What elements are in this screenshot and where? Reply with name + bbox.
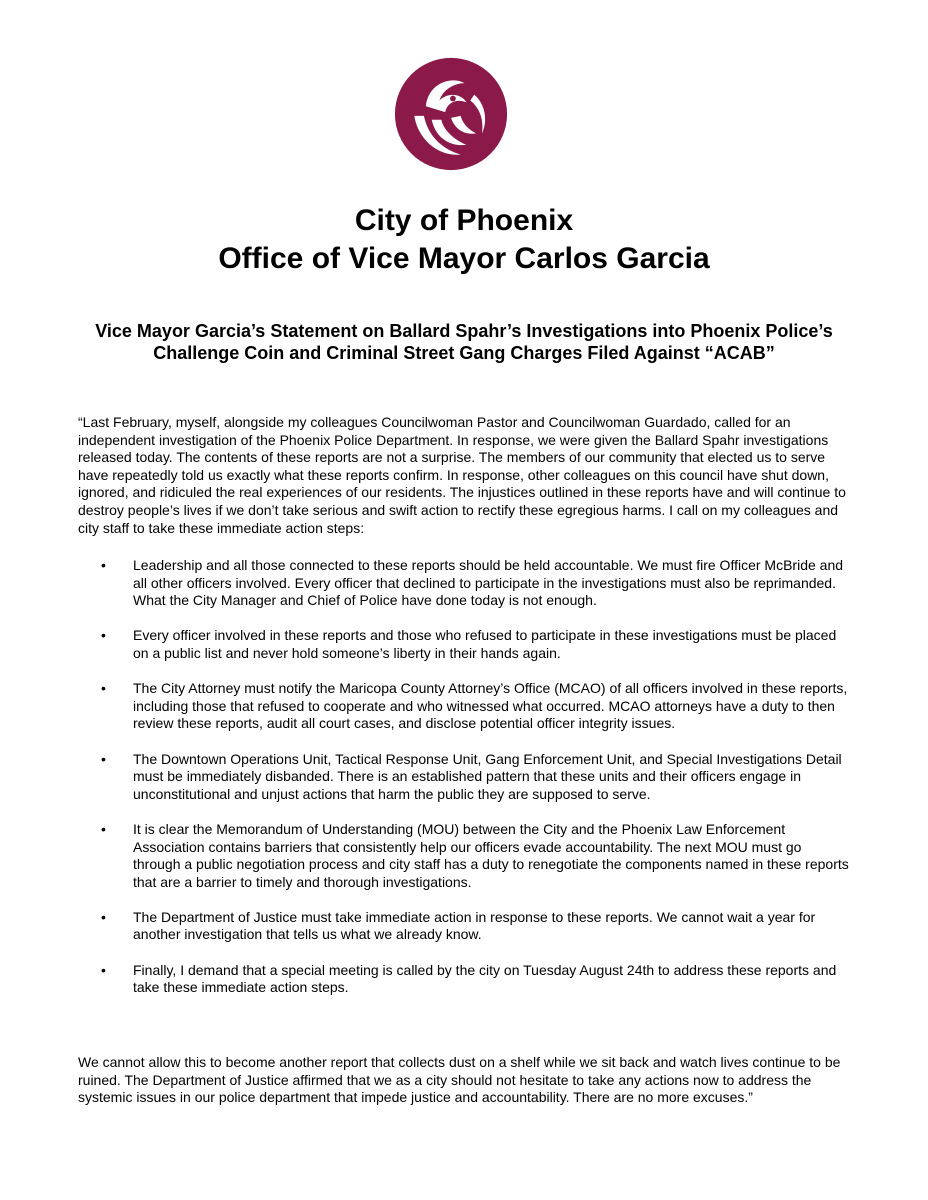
bullet-icon: • bbox=[101, 680, 106, 697]
list-item bbox=[78, 751, 850, 804]
statement-headline: Vice Mayor Garcia’s Statement on Ballard Spahr’s Investigations into Phoenix Police’s Challenge Coin and Criminal Street Gang Charges Filed Against “ACAB” bbox=[95, 321, 833, 363]
intro-paragraph: “Last February, myself, alongside my colleagues Councilwoman Pastor and Councilwoman Guardado, called for an independent investigation of the Phoenix Police Department. In response, we were given the Ballard Spahr investigations released today. The contents of these reports are not a surprise. The members of our community that elected us to serve have repeatedly told us exactly what these reports confirm. In response, other colleagues on this council have shut down, ignored, and ridiculed the real experiences of our residents. The injustices outlined in these reports have and will continue to destroy people’s lives if we don’t take serious and swift action to rectify these egregious harms. I call on my colleagues and city staff to take these immediate action steps: bbox=[78, 414, 846, 536]
list-item bbox=[78, 557, 850, 610]
list-item bbox=[78, 909, 850, 944]
list-item-text: It is clear the Memorandum of Understanding (MOU) between the City and the Phoenix Law Enforcement Association contains barriers that consistently help our officers evade accountability. The next MOU must go through a public negotiation process and city staff has a duty to renegotiate the components named in these reports that are a barrier to timely and thorough investigations. bbox=[133, 820, 849, 890]
list-item-text: The Department of Justice must take immediate action in response to these reports. We cannot wait a year for another investigation that tells us what we already know. bbox=[133, 908, 816, 943]
list-item-text: The Downtown Operations Unit, Tactical Response Unit, Gang Enforcement Unit, and Special Investigations Detail must be immediately disbanded. There is an established pattern that these units and their officers engage in unconstitutional and unjust actions that harm the public they are supposed to serve. bbox=[133, 750, 842, 802]
list-item-text: Every officer involved in these reports and those who refused to participate in these investigations must be placed on a public list and never hold someone’s liberty in their hands again. bbox=[133, 627, 837, 661]
list-item bbox=[78, 962, 850, 997]
bullet-icon: • bbox=[101, 961, 106, 978]
list-item bbox=[78, 627, 850, 662]
list-item bbox=[78, 680, 850, 733]
bullet-icon: • bbox=[101, 750, 106, 767]
list-item-text: The City Attorney must notify the Maricopa County Attorney’s Office (MCAO) of all officers involved in these reports, including those that refused to cooperate and who witnessed what occurred. MCAO attorneys have a duty to then review these reports, audit all court cases, and disclose potential officer integrity issues. bbox=[133, 680, 848, 732]
list-item-text: Leadership and all those connected to these reports should be held accountable. We must fire Officer McBride and all other officers involved. Every officer that declined to participate in the investigations must also be reprimanded. What the City Manager and Chief of Police have done today is not enough. bbox=[133, 557, 844, 609]
bullet-icon: • bbox=[101, 627, 106, 644]
closing-paragraph: We cannot allow this to become another report that collects dust on a shelf while we sit back and watch lives continue to be ruined. The Department of Justice affirmed that we as a city should not hesitate to take any actions now to address the systemic issues in our police department that impede justice and accountability. There are no more excuses.” bbox=[78, 1054, 841, 1106]
bullet-icon: • bbox=[101, 908, 106, 925]
bullet-icon: • bbox=[101, 557, 106, 573]
list-item-text: Finally, I demand that a special meeting is called by the city on Tuesday August 24th to address these reports and take these immediate action steps. bbox=[133, 961, 837, 996]
action-steps-list bbox=[78, 557, 850, 1014]
phoenix-logo-icon bbox=[393, 56, 509, 172]
bullet-icon: • bbox=[101, 820, 106, 837]
list-item bbox=[78, 821, 850, 891]
org-title-line1: City of Phoenix bbox=[354, 204, 574, 237]
org-title-line2: Office of Vice Mayor Carlos Garcia bbox=[218, 242, 710, 275]
